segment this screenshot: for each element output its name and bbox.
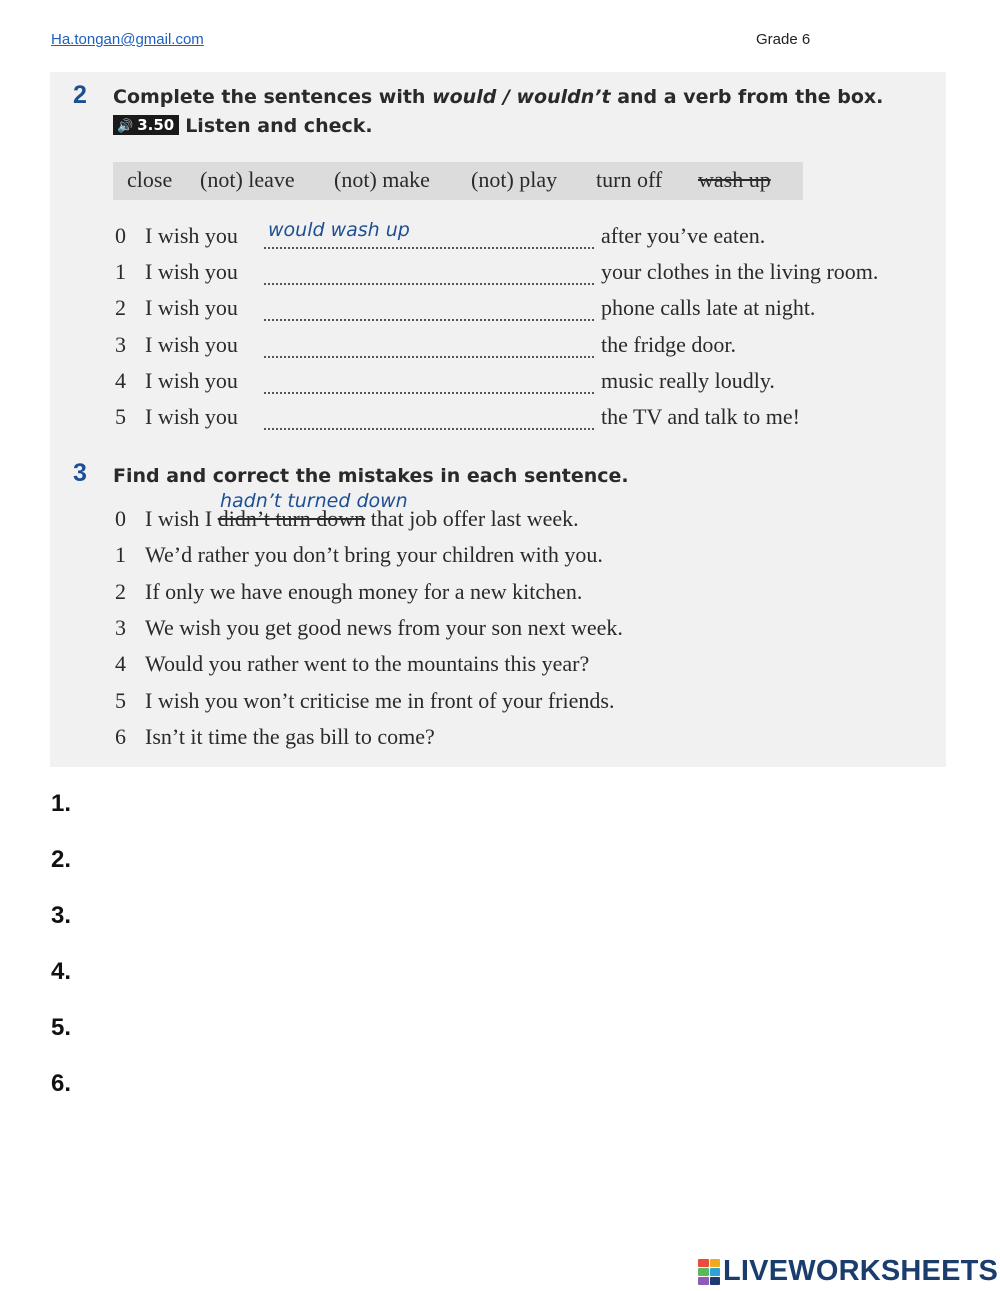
item-end: your clothes in the living room. <box>601 259 879 284</box>
item-start: I wish you <box>145 368 238 393</box>
answer-blank[interactable] <box>264 299 594 321</box>
item-number: 2 <box>115 579 126 604</box>
box-word-crossed: wash up <box>698 167 771 192</box>
item-text: We wish you get good news from your son next week. <box>145 615 623 640</box>
item-number: 5 <box>115 688 126 713</box>
box-word: close <box>127 167 173 192</box>
item-number: 3 <box>115 332 126 357</box>
exercise-2-listen-line: 🔊 3.50 Listen and check. <box>113 115 373 137</box>
item-number: 5 <box>115 404 126 429</box>
answer-blank[interactable] <box>264 336 594 358</box>
logo-block <box>710 1268 721 1276</box>
answer-label-2: 2. <box>51 846 72 873</box>
answer-label-6: 6. <box>51 1070 72 1097</box>
answer-blank[interactable] <box>264 372 594 394</box>
struck-text: didn’t turn down <box>217 506 366 531</box>
item-start: I wish you <box>145 404 238 429</box>
audio-track-button[interactable]: 🔊 3.50 <box>113 115 179 135</box>
exercise-3-instruction: Find and correct the mistakes in each sentence. <box>113 465 629 487</box>
item-text: Isn’t it time the gas bill to come? <box>145 724 435 749</box>
grade-label: Grade 6 <box>756 31 811 48</box>
exercise-2-number: 2 <box>73 81 87 109</box>
logo-block <box>710 1277 721 1285</box>
item-start: I wish you <box>145 259 238 284</box>
logo-block <box>710 1259 721 1267</box>
handwritten-answer: would wash up <box>268 219 410 241</box>
answer-blank[interactable] <box>264 408 594 430</box>
item-number: 3 <box>115 615 126 640</box>
email-link[interactable]: Ha.tongan@gmail.com <box>51 31 204 48</box>
item-number: 4 <box>115 368 126 393</box>
speaker-icon: 🔊 <box>117 119 134 134</box>
item-number: 0 <box>115 506 126 531</box>
logo-block <box>698 1277 709 1285</box>
answer-label-4: 4. <box>51 958 72 985</box>
logo-mark-icon <box>698 1259 720 1285</box>
item-end: phone calls late at night. <box>601 295 816 320</box>
item-number: 6 <box>115 724 126 749</box>
answer-label-3: 3. <box>51 902 72 929</box>
item-end: the fridge door. <box>601 332 737 357</box>
item-text: Would you rather went to the mountains this year? <box>145 651 590 676</box>
item-number: 0 <box>115 223 126 248</box>
item-number: 4 <box>115 651 126 676</box>
item-end: after you’ve eaten. <box>601 223 766 248</box>
item-number: 1 <box>115 542 126 567</box>
logo-block <box>698 1259 709 1267</box>
box-word: (not) make <box>334 167 430 192</box>
item-start: I wish you <box>145 223 238 248</box>
item-end: music really loudly. <box>601 368 775 393</box>
logo-block <box>698 1268 709 1276</box>
item-text: We’d rather you don’t bring your children with you. <box>145 542 603 567</box>
exercise-2-instruction: Complete the sentences with would / wouldn’t and a verb from the box. <box>113 86 884 108</box>
word-box <box>113 162 803 200</box>
answer-blank[interactable] <box>264 263 594 285</box>
box-word: (not) play <box>471 167 558 192</box>
item-text: I wish I didn’t turn down that job offer last week. <box>145 506 579 531</box>
liveworksheets-logo <box>698 1255 998 1288</box>
exercise-3-number: 3 <box>73 459 87 487</box>
item-text: I wish you won’t criticise me in front of your friends. <box>145 688 615 713</box>
answer-label-5: 5. <box>51 1014 72 1041</box>
item-end: the TV and talk to me! <box>601 404 800 429</box>
item-number: 1 <box>115 259 126 284</box>
item-number: 2 <box>115 295 126 320</box>
item-start: I wish you <box>145 332 238 357</box>
box-word: turn off <box>596 167 663 192</box>
item-text: If only we have enough money for a new kitchen. <box>145 579 583 604</box>
logo-text: LIVEWORKSHEETS <box>723 1255 999 1287</box>
item-start: I wish you <box>145 295 238 320</box>
box-word: (not) leave <box>200 167 295 192</box>
handwritten-correction: hadn’t turned down <box>220 490 408 512</box>
answer-label-1: 1. <box>51 790 72 817</box>
exercise-panel <box>50 72 946 767</box>
